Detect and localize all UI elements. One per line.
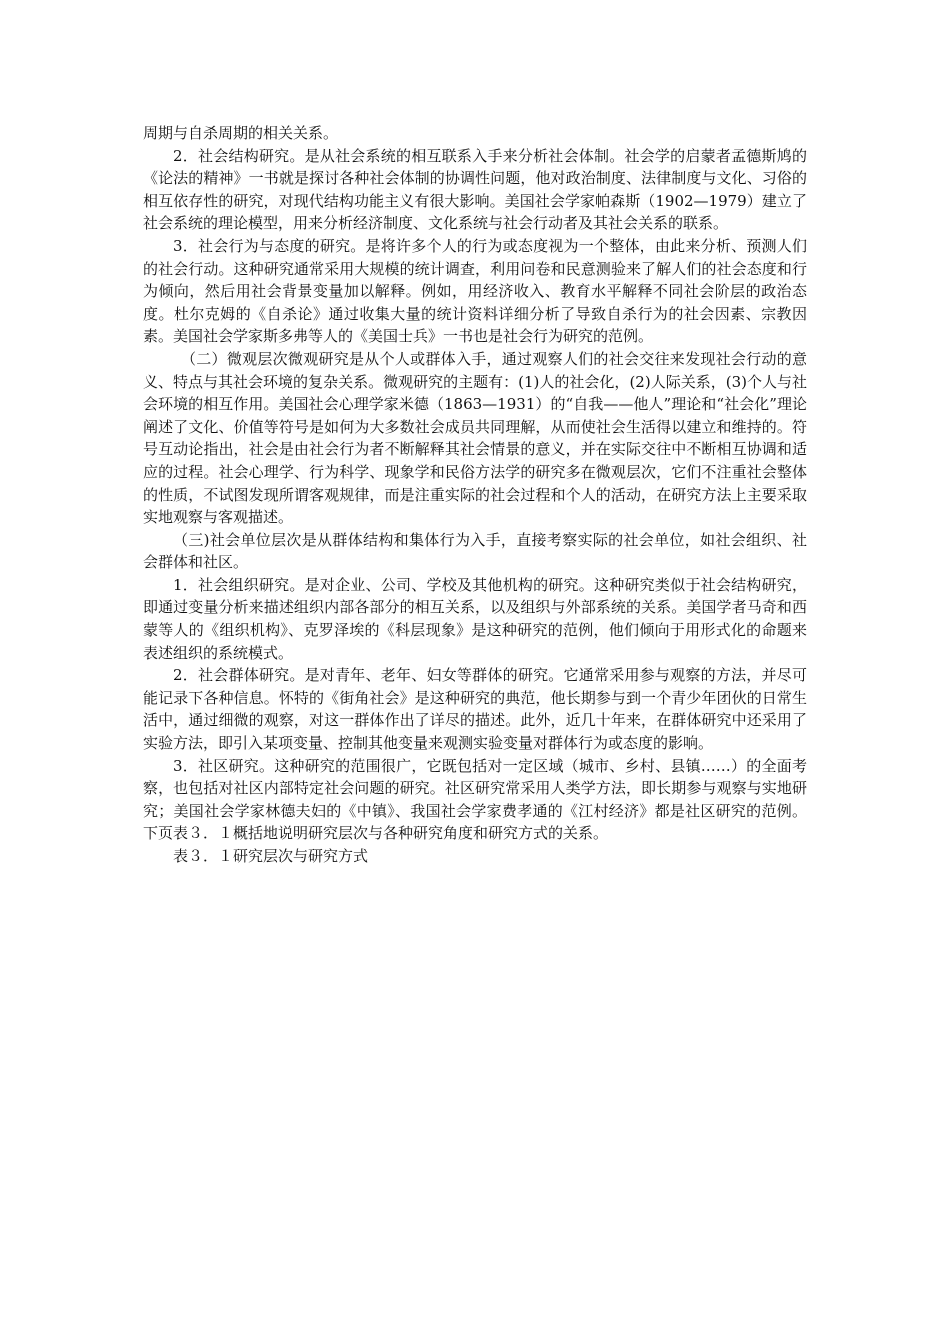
paragraph-community-research: 3．社区研究。这种研究的范围很广，它既包括对一定区域（城市、乡村、县镇……）的全面考察，也包括对社区内部特定社会问题的研究。社区研究常采用人类学方法，即长期参与观察与实地研究；美国社会学家林德夫妇的《中镇》、我国社会学家费孝通的《江村经济》都是社区研究的范例。下页表３．１概括地说明研究层次与各种研究角度和研究方式的关系。 <box>143 756 807 843</box>
paragraph-social-unit-level: （三)社会单位层次是从群体结构和集体行为入手，直接考察实际的社会单位，如社会组织、社会群体和社区。 <box>143 530 807 572</box>
table-caption: 表３．１研究层次与研究方式 <box>173 847 369 865</box>
paragraph-social-group-research: 2．社会群体研究。是对青年、老年、妇女等群体的研究。它通常采用参与观察的方法，并尽可能记录下各种信息。怀特的《街角社会》是这种研究的典范，他长期参与到一个青少年团伙的日常生活中，通过细微的观察，对这一群体作出了详尽的描述。此外，近几十年来，在群体研究中还采用了实验方法，即引入某项变量、控制其他变量来观测实验变量对群体行为或态度的影响。 <box>143 666 807 753</box>
document-body <box>143 122 807 868</box>
paragraph-social-structure-research: 2．社会结构研究。是从社会系统的相互联系入手来分析社会体制。社会学的启蒙者孟德斯鸠的《论法的精神》一书就是探讨各种社会体制的协调性问题，他对政治制度、法律制度与文化、习俗的相互依存性的研究，对现代结构功能主义有很大影响。美国社会学家帕森斯（1902—1979）建立了社会系统的理论模型，用来分析经济制度、文化系统与社会行动者及其社会关系的联系。 <box>143 146 807 233</box>
paragraph-micro-level: （二）微观层次微观研究是从个人或群体入手，通过观察人们的社会交往来发现社会行动的意义、特点与其社会环境的复杂关系。微观研究的主题有：(1)人的社会化，(2)人际关系，(3)个人与社会环境的相互作用。美国社会心理学家米德（1863—1931）的“自我——他人”理论和“社会化”理论阐述了文化、价值等符号是如何为大多数社会成员共同理解，从而使社会生活得以建立和维持的。符号互动论指出，社会是由社会行为者不断解释其社会情景的意义，并在实际交往中不断相互协调和适应的过程。社会心理学、行为科学、现象学和民俗方法学的研究多在微观层次，它们不注重社会整体的性质，不试图发现所谓客观规律，而是注重实际的社会过程和个人的活动，在研究方法上主要采取实地观察与客观描述。 <box>143 349 807 527</box>
paragraph-social-behavior-attitude-research: 3．社会行为与态度的研究。是将许多个人的行为或态度视为一个整体，由此来分析、预测人们的社会行动。这种研究通常采用大规模的统计调查，利用问卷和民意测验来了解人们的社会态度和行为倾向，然后用社会背景变量加以解释。例如，用经济收入、教育水平解释不同社会阶层的政治态度。杜尔克姆的《自杀论》通过收集大量的统计资料详细分析了导致自杀行为的社会因素、宗教因素。美国社会学家斯多弗等人的《美国士兵》一书也是社会行为研究的范例。 <box>143 236 807 346</box>
paragraph-suicide-cycle-end: 周期与自杀周期的相关关系。 <box>143 124 339 142</box>
paragraph-social-organization-research: 1．社会组织研究。是对企业、公司、学校及其他机构的研究。这种研究类似于社会结构研究，即通过变量分析来描述组织内部各部分的相互关系，以及组织与外部系统的关系。美国学者马奇和西蒙等人的《组织机构》、克罗泽埃的《科层现象》是这种研究的范例，他们倾向于用形式化的命题来表述组织的系统模式。 <box>143 575 807 662</box>
